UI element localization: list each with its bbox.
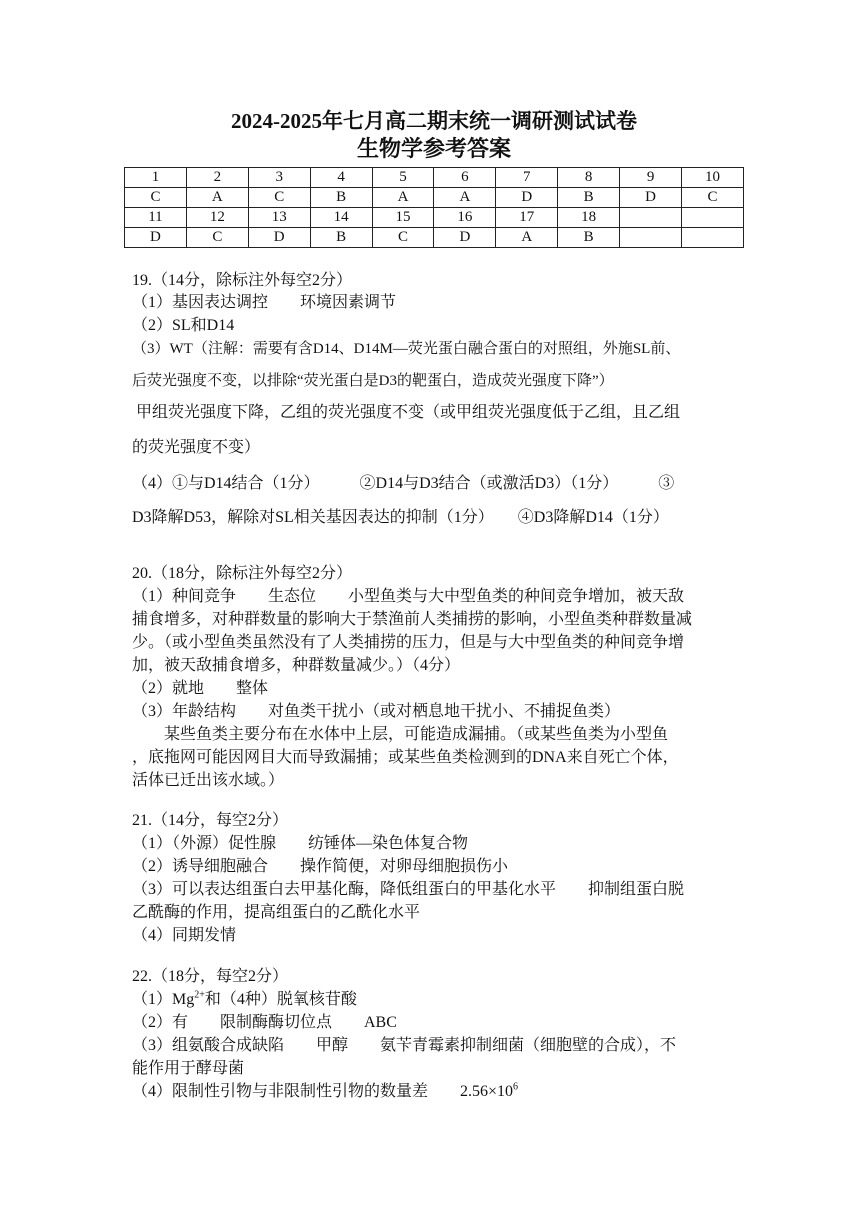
answer-table-cell: 16 — [434, 208, 496, 228]
line-text: （2）就地 整体 — [132, 680, 269, 697]
line-text: （4）限制性引物与非限制性引物的数量差 2.56×10 — [132, 1083, 514, 1100]
line-text: 某些鱼类主要分布在水体中上层，可能造成漏捕。（或某些鱼类为小型鱼 — [132, 726, 669, 743]
answer-text-line — [132, 1081, 518, 1103]
line-text: 捕食增多，对种群数量的影响大于禁渔前人类捕捞的影响，小型鱼类种群数量减 — [132, 611, 693, 628]
answer-table-cell: 3 — [248, 168, 310, 188]
answer-table-cell: 13 — [248, 208, 310, 228]
answer-table-cell: B — [310, 228, 372, 248]
answer-table-cell: C — [125, 188, 187, 208]
answer-text-line — [132, 1058, 244, 1080]
line-text: （3）可以表达组蛋白去甲基化酶，降低组蛋白的甲基化水平 抑制组蛋白脱 — [132, 881, 685, 898]
line-text: 后荧光强度不变，以排除“荧光蛋白是D3的靶蛋白，造成荧光强度下降”） — [132, 373, 614, 389]
answer-text-line — [132, 370, 614, 392]
line-text: （1）（外源）促性腺 纺锤体—染色体复合物 — [132, 835, 469, 852]
answer-table-cell: C — [682, 188, 744, 208]
line-text: 活体已迁出该水域。） — [132, 772, 285, 789]
line-text: （4）①与D14结合（1分） ②D14与D3结合（或激活D3）（1分） ③ — [132, 475, 675, 492]
line-text: 甲组荧光强度下降，乙组的荧光强度不变（或甲组荧光强度低于乙组，且乙组 — [132, 404, 681, 421]
answer-text-line — [132, 879, 684, 901]
question-number-row — [125, 208, 744, 228]
answer-table-cell: B — [310, 188, 372, 208]
answer-table-cell: 9 — [620, 168, 682, 188]
answer-text-line — [132, 315, 234, 337]
line-text: （1）基因表达调控 环境因素调节 — [132, 294, 397, 311]
line-text: （2）诱导细胞融合 操作简便，对卵母细胞损伤小 — [132, 858, 509, 875]
answer-text-line — [132, 770, 284, 792]
line-text: 乙酰酶的作用，提高组蛋白的乙酰化水平 — [132, 904, 421, 921]
answer-row — [125, 228, 744, 248]
answer-table-cell: D — [125, 228, 187, 248]
line-text: （1）Mg — [132, 991, 195, 1008]
answer-table-cell: A — [186, 188, 248, 208]
answer-text-line — [132, 902, 420, 924]
answer-row — [125, 188, 744, 208]
answer-table-cell: D — [434, 228, 496, 248]
answer-table-cell: A — [434, 188, 496, 208]
answer-text-line — [132, 609, 692, 631]
answer-table-cell: 18 — [558, 208, 620, 228]
answer-table-cell — [620, 228, 682, 248]
answer-table-cell: D — [496, 188, 558, 208]
answer-table-cell: D — [620, 188, 682, 208]
line-text: 的荧光强度不变） — [132, 439, 261, 456]
question-19-header — [132, 270, 352, 292]
question-20-header — [132, 563, 352, 585]
line-text: D3降解D53，解除对SL相关基因表达的抑制（1分） ④D3降解D14（1分） — [132, 509, 669, 526]
line-text: （3）组氨酸合成缺陷 甲醇 氨苄青霉素抑制细菌（细胞壁的合成），不 — [132, 1037, 677, 1054]
answer-table-cell — [682, 208, 744, 228]
line-text: （2）SL和D14 — [132, 317, 235, 334]
answer-text-line — [132, 1035, 676, 1057]
answer-table-cell: 2 — [186, 168, 248, 188]
answer-table-cell — [620, 208, 682, 228]
question-21-header — [132, 810, 288, 832]
answer-text-line — [132, 338, 680, 360]
answer-table-cell: 7 — [496, 168, 558, 188]
line-text-rest: 和（4种）脱氧核苷酸 — [204, 991, 357, 1008]
answer-key-subtitle: 生物学参考答案 — [356, 136, 511, 161]
line-text: （3）WT（注解：需要有含D14、D14M—荧光蛋白融合蛋白的对照组，外施SL前、 — [132, 341, 681, 357]
answer-table-cell: C — [186, 228, 248, 248]
line-text: 21.（14分，每空2分） — [132, 812, 289, 829]
answer-table-cell: 10 — [682, 168, 744, 188]
answer-table-cell: 14 — [310, 208, 372, 228]
answer-text-line — [132, 402, 680, 424]
line-text: （4）同期发情 — [132, 927, 237, 944]
answer-text-line — [132, 747, 679, 769]
answer-table-cell: 4 — [310, 168, 372, 188]
question-number-row — [125, 168, 744, 188]
answer-text-line — [132, 833, 468, 855]
answer-text-line — [132, 292, 396, 314]
answer-text-line — [132, 701, 620, 723]
answer-text-line — [132, 856, 508, 878]
question-22-header — [132, 966, 288, 988]
superscript-exponent: 6 — [513, 1081, 519, 1093]
answer-table-cell: B — [558, 188, 620, 208]
answer-table-cell: 5 — [372, 168, 434, 188]
answer-text-line — [132, 989, 357, 1011]
line-text: 加，被天敌捕食增多，种群数量减少。）（4分） — [132, 657, 461, 674]
line-text: ，底拖网可能因网目大而导致漏捕；或某些鱼类检测到的DNA来自死亡个体， — [132, 749, 679, 766]
answer-table-cell: 11 — [125, 208, 187, 228]
answer-text-line — [132, 925, 236, 947]
answer-text-line — [132, 437, 260, 459]
line-text: 20.（18分，除标注外每空2分） — [132, 565, 353, 582]
line-text: 能作用于酵母菌 — [132, 1060, 245, 1077]
answer-text-line — [132, 473, 674, 495]
answer-table-cell: C — [248, 188, 310, 208]
answer-text-line — [132, 507, 669, 529]
answer-table-cell: 15 — [372, 208, 434, 228]
multiple-choice-answer-table — [124, 167, 744, 248]
answer-table-cell: A — [496, 228, 558, 248]
answer-table-cell: B — [558, 228, 620, 248]
answer-table-cell — [682, 228, 744, 248]
exam-title: 2024-2025年七月高二期末统一调研测试试卷 — [231, 109, 637, 133]
answer-table-cell: C — [372, 228, 434, 248]
answer-text-line — [132, 1012, 397, 1034]
answer-table-cell: A — [372, 188, 434, 208]
line-text: （1）种间竞争 生态位 小型鱼类与大中型鱼类的种间竞争增加，被天敌 — [132, 588, 685, 605]
answer-text-line — [132, 655, 460, 677]
answer-table-cell: D — [248, 228, 310, 248]
answer-table-cell: 17 — [496, 208, 558, 228]
answer-table-cell: 6 — [434, 168, 496, 188]
answer-text-line — [132, 586, 684, 608]
answer-text-line — [132, 678, 268, 700]
line-text: 19.（14分，除标注外每空2分） — [132, 272, 353, 289]
answer-table-cell: 12 — [186, 208, 248, 228]
answer-table-cell: 1 — [125, 168, 187, 188]
answer-text-line — [132, 632, 684, 654]
line-text: 22.（18分，每空2分） — [132, 968, 289, 985]
line-text: （3）年龄结构 对鱼类干扰小（或对栖息地干扰小、不捕捉鱼类） — [132, 703, 621, 720]
superscript-charge: 2+ — [194, 989, 205, 1001]
line-text: 少。（或小型鱼类虽然没有了人类捕捞的压力，但是与大中型鱼类的种间竞争增 — [132, 634, 685, 651]
answer-table-cell: 8 — [558, 168, 620, 188]
line-text: （2）有 限制酶酶切位点 ABC — [132, 1014, 397, 1031]
answer-text-line — [132, 724, 668, 746]
